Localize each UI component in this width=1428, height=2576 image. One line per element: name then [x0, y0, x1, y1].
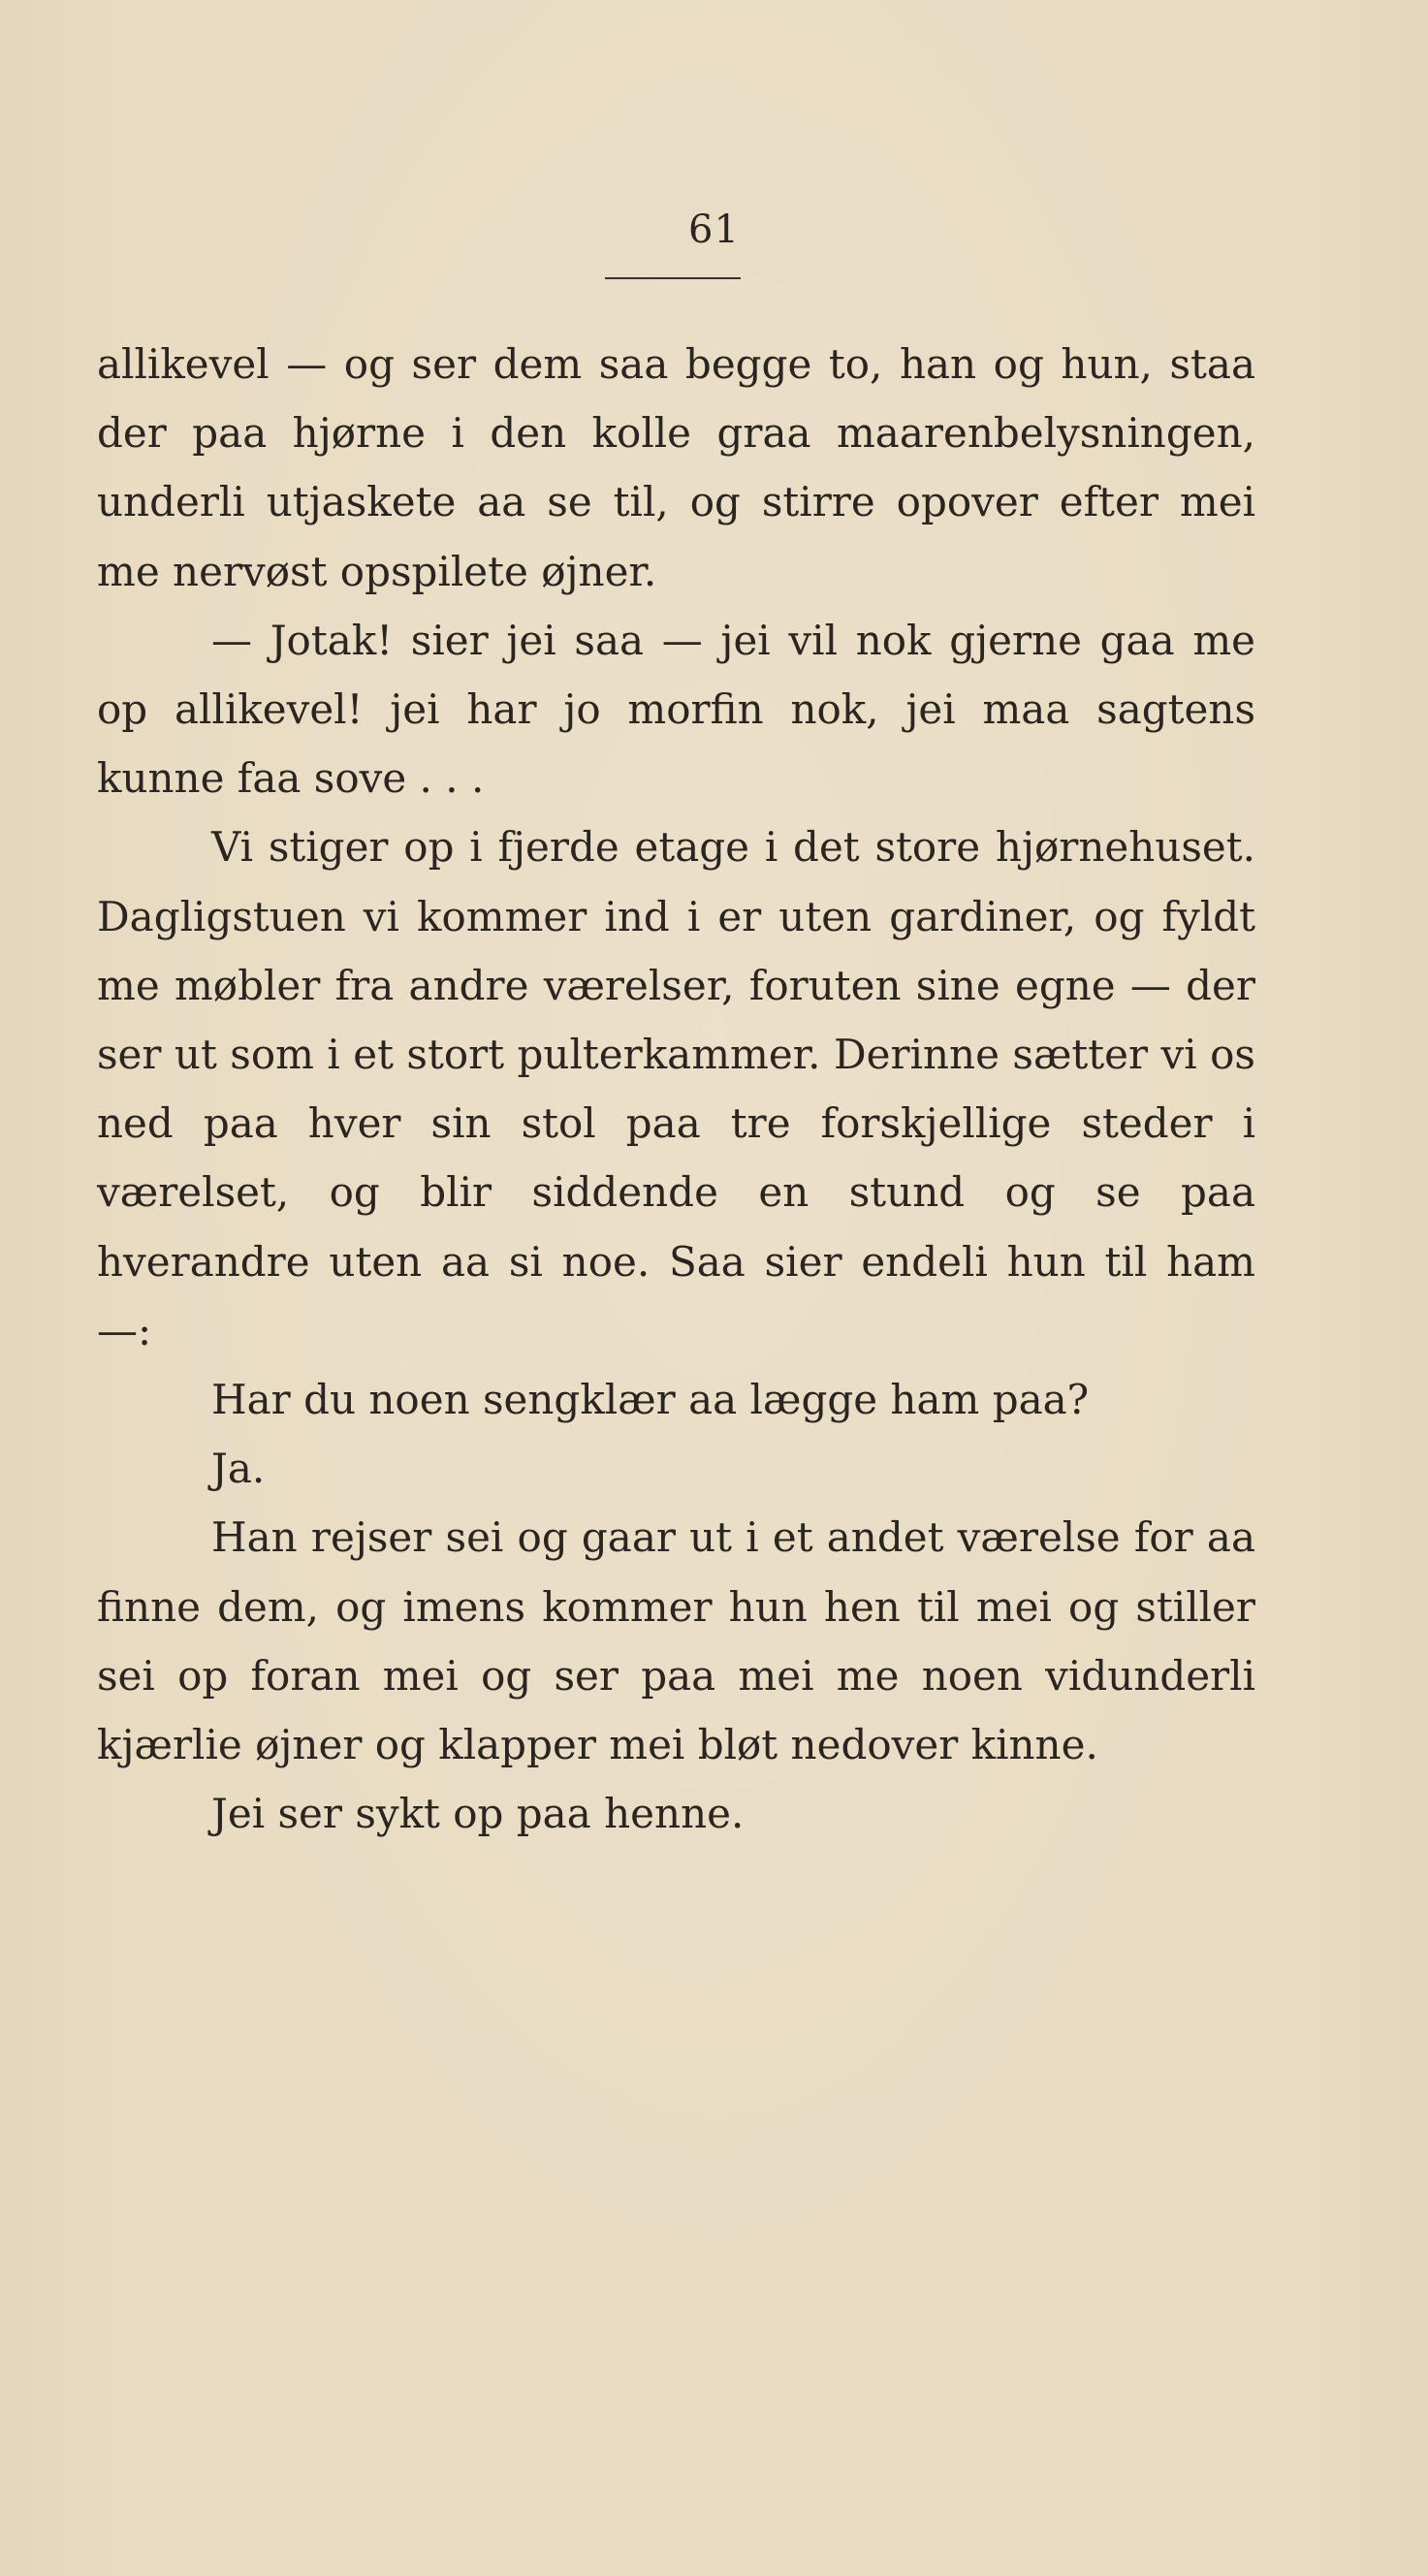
paragraph-4: Har du noen sengklær aa lægge ham paa? [211, 1376, 1090, 1424]
paragraph-6: Han rejser sei og gaar ut i et andet værelse for aa finne dem, og imens kommer hun hen til mei og stiller sei op foran mei og ser paa mei me noen vidunderli kjærlie øjner og klapper mei bløt nedover kinne. [97, 1513, 1255, 1769]
paragraph-2: — Jotak! sier jei saa — jei vil nok gjerne gaa me op allikevel! jei har jo morfin nok, jei maa sagtens kunne faa sove . . . [97, 616, 1255, 803]
body-text [97, 330, 1255, 1848]
header-rule [605, 277, 741, 279]
paragraph-3: Vi stiger op i fjerde etage i det store hjørnehuset. Dagligstuen vi kommer ind i er uten gardiner, og fyldt me møbler fra andre værelser, foruten sine egne — der ser ut som i et stort pulterkammer. Derinne sætter vi os ned paa hver sin stol paa tre forskjellige steder i værelset, og blir siddende en stund og se paa hverandre uten aa si noe. Saa sier endeli hun til ham —: [97, 823, 1255, 1354]
paragraph-5: Ja. [211, 1445, 266, 1493]
paragraph-1: allikevel — og ser dem saa begge to, han og hun, staa der paa hjørne i den kolle graa maarenbelysningen, underli utjaskete aa se til, og stirre opover efter mei me nervøst opspilete øjner. [97, 340, 1255, 595]
page-number: 61 [688, 207, 740, 252]
paragraph-7: Jei ser sykt op paa henne. [211, 1790, 745, 1838]
